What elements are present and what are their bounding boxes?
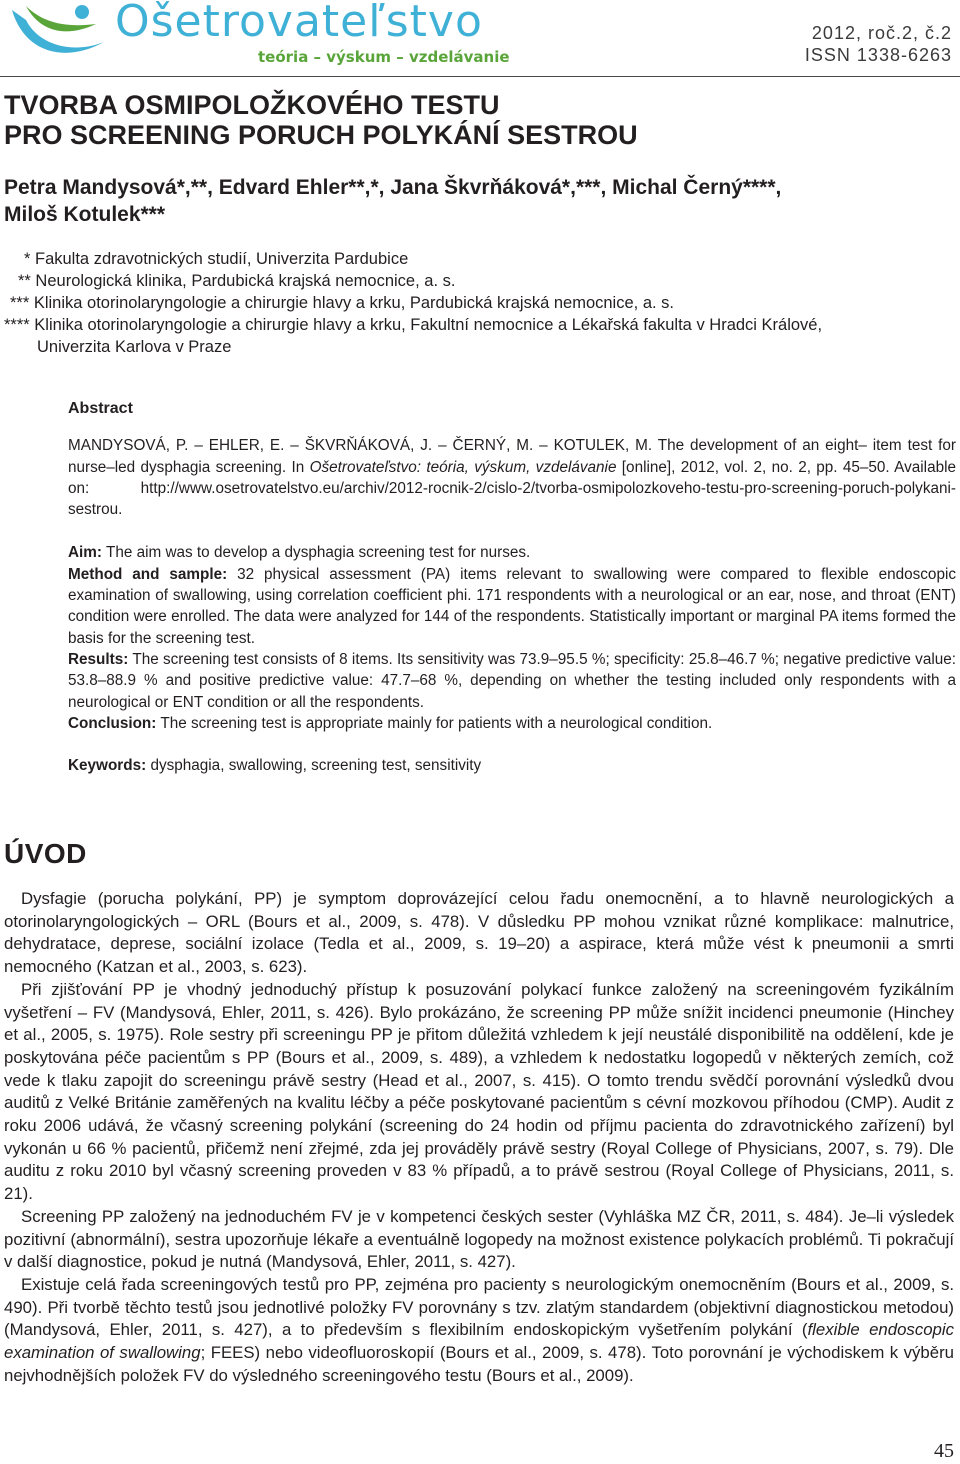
paragraph-text: Existuje celá řada screeningových testů pro PP, zejména pro pacienty s neurologickým onemocněním (Bours et al., 2009, s. 490). Při tvorbě těchto testů jsou jednotlivé položky FV porovnány s tzv. zlatým standardem (objektivní diagnostickou metodou) (Mandysová, Ehler, 2011, s. 427), a to především s flexibilním endoskopickým vyšetřením polykání (: [4, 1274, 954, 1340]
method-text: 32 physical assessment (PA) items relevant to swallowing were compared to flexible endoscopic examination of swallowing, using correlation coefficient phi. 171 respondents with a neurological or an ear, nose, and throat (ENT) condition were enrolled. The data were analyzed for 144 of the respondents. Statistically important or marginal PA items formed the basis for the screening test.: [68, 565, 956, 647]
citation: [68, 435, 956, 520]
aim-text: The aim was to develop a dysphagia screening test for nurses.: [102, 544, 531, 562]
logo-icon: [4, 2, 114, 64]
issue-number: 2012, roč.2, č.2: [811, 23, 952, 43]
citation-text: MANDYSOVÁ, P. – EHLER, E. – ŠKVRŇÁKOVÁ, J. – ČERNÝ, M. – KOTULEK, M. The development of an eight– item test for nurse–led dysphagia screening. In: [68, 437, 956, 476]
conclusion-label: Conclusion:: [68, 714, 157, 732]
journal-header: [0, 0, 960, 80]
paragraph-italic: flexible endoscopic examination of swallowing: [4, 1320, 955, 1363]
abstract: [68, 398, 956, 776]
journal-name: Ošetrovateľstvo: [115, 0, 483, 47]
results-text: The screening test consists of 8 items. Its sensitivity was 73.9–95.5 %; specificity: 25.8–46.7 %; negative predictive value: 53.8–88.9 % and positive predictive value: 47.7–68 %, depending on whether the testing included only respondents with a neurological or ENT condition or all the respondents.: [68, 650, 956, 711]
paragraph: Při zjišťování PP je vhodný jednoduchý přístup k posuzování polykací funkce založený na screeningovém fyzikálním vyšetření – FV (Mandysová, Ehler, 2011, s. 426). Bylo prokázáno, že screening PP může snížit incidenci pneumonie (Hinchey et al., 2005, s. 1975). Role sestry při screeningu PP je přitom důležitá vzhledem k její neustálé disponibilitě na oddělení, kde je poskytována péče pacientům s PP (Bours et al., 2009, s. 489), a vzhledem k nedostatku logopedů v některých zemích, což vede k tlaku zapojit do screeningu právě sestry (Head et al., 2007, s. 415). O tomto trendu svědčí porovnání výsledků dvou auditů z Velké Británie zaměřených na kvalitu léčby a péče poskytované pacientům s cévní mozkovou příhodou (CMP). Audit z roku 2006 udává, že včasný screening polykání (screening do 24 hodin od příjmu pacienta do zdravotnického zařízení) byl vykonán u 66 % pacientů, přičemž není zřejmé, zda jej prováděly právě sestry (Royal College of Physicians, 2007, s. 79). Dle auditu z roku 2010 byl včasný screening proveden v 83 % případů, a to právě sestrou (Royal College of Physicians, 2011, s. 21).: [4, 979, 954, 1204]
aim-label: Aim:: [68, 544, 102, 562]
citation-journal: Ošetrovateľstvo: teória, výskum, vzdelávanie: [309, 458, 617, 476]
affiliation: * Fakulta zdravotnických studií, Univerzita Pardubice: [24, 250, 409, 268]
issn: ISSN 1338-6263: [804, 45, 952, 65]
authors-line: Miloš Kotulek***: [4, 203, 166, 226]
affiliation: **** Klinika otorinolaryngologie a chirurgie hlavy a krku, Fakultní nemocnice a Lékařská fakulta v Hradci Králové,: [4, 316, 823, 334]
section-body: [4, 888, 954, 1387]
results-label: Results:: [68, 650, 129, 668]
abstract-heading: Abstract: [68, 400, 133, 417]
keywords: [68, 755, 956, 776]
paragraph: [4, 1274, 954, 1388]
affiliations: [4, 248, 959, 358]
issue-info: [805, 22, 952, 66]
paragraph: Dysfagie (porucha polykání, PP) je symptom doprovázející celou řadu onemocnění, a to hlavně neurologických a otorinolaryngologických – ORL (Bours et al., 2009, s. 478). V důsledku PP mohou vznikat různé komplikace: malnutrice, dehydratace, deprese, sociální izolace (Tedla et al., 2009, s. 19–20) a aspirace, která může vést k pneumonii a smrti nemocného (Katzan et al., 2003, s. 623).: [4, 889, 954, 977]
authors: [4, 174, 781, 228]
page-number: 45: [934, 1440, 954, 1462]
section-heading: ÚVOD: [4, 838, 87, 869]
conclusion-text: The screening test is appropriate mainly for patients with a neurological condition.: [156, 714, 713, 732]
affiliation: ** Neurologická klinika, Pardubická krajská nemocnice, a. s.: [18, 272, 456, 290]
citation-text: [online], 2012, vol. 2, no. 2, pp. 45–50. Available on: http://www.osetrovatelstvo.eu/archiv/2012-rocnik-2/cislo-2/tvorba-osmipolozkoveho-testu-pro-screening-poruch-polykani-sestrou.: [68, 458, 956, 519]
aim: [68, 542, 956, 563]
authors-line: Petra Mandysová*,**, Edvard Ehler**,*, Jana Škvrňáková*,***, Michal Černý****,: [4, 176, 782, 199]
conclusion: [68, 713, 956, 734]
keywords-text: dysphagia, swallowing, screening test, sensitivity: [146, 757, 482, 775]
method-label: Method and sample:: [68, 565, 228, 583]
article-title: [4, 90, 638, 150]
paragraph: Screening PP založený na jednoduchém FV je v kompetenci českých sester (Vyhláška MZ ČR, 2011, s. 484). Je–li výsledek pozitivní (abnormální), sestra upozorňuje lékaře a eventuálně logopedy na možnost existence polykacích problémů. Ti pokračují v další diagnostice, pokud je nutná (Mandysová, Ehler, 2011, s. 427).: [4, 1206, 954, 1272]
title-line: TVORBA OSMIPOLOŽKOVÉHO TESTU: [4, 90, 500, 120]
affiliation-continued: Univerzita Karlova v Praze: [37, 338, 232, 356]
title-line: PRO SCREENING PORUCH POLYKÁNÍ SESTROU: [4, 120, 638, 150]
journal-tagline: teória – výskum – vzdelávanie: [258, 48, 510, 66]
paragraph-text: ; FEES) nebo videofluoroskopií (Bours et al., 2009, s. 478). Toto porovnání je východiskem k výběru nejvhodnějších položek FV do výsledného screeningového testu (Bours et al., 2009).: [4, 1343, 955, 1385]
header-divider: [0, 76, 960, 77]
keywords-label: Keywords:: [68, 757, 147, 775]
affiliation: *** Klinika otorinolaryngologie a chirurgie hlavy a krku, Pardubická krajská nemocnice, a. s.: [10, 294, 674, 312]
results: [68, 649, 956, 713]
method: [68, 564, 956, 649]
